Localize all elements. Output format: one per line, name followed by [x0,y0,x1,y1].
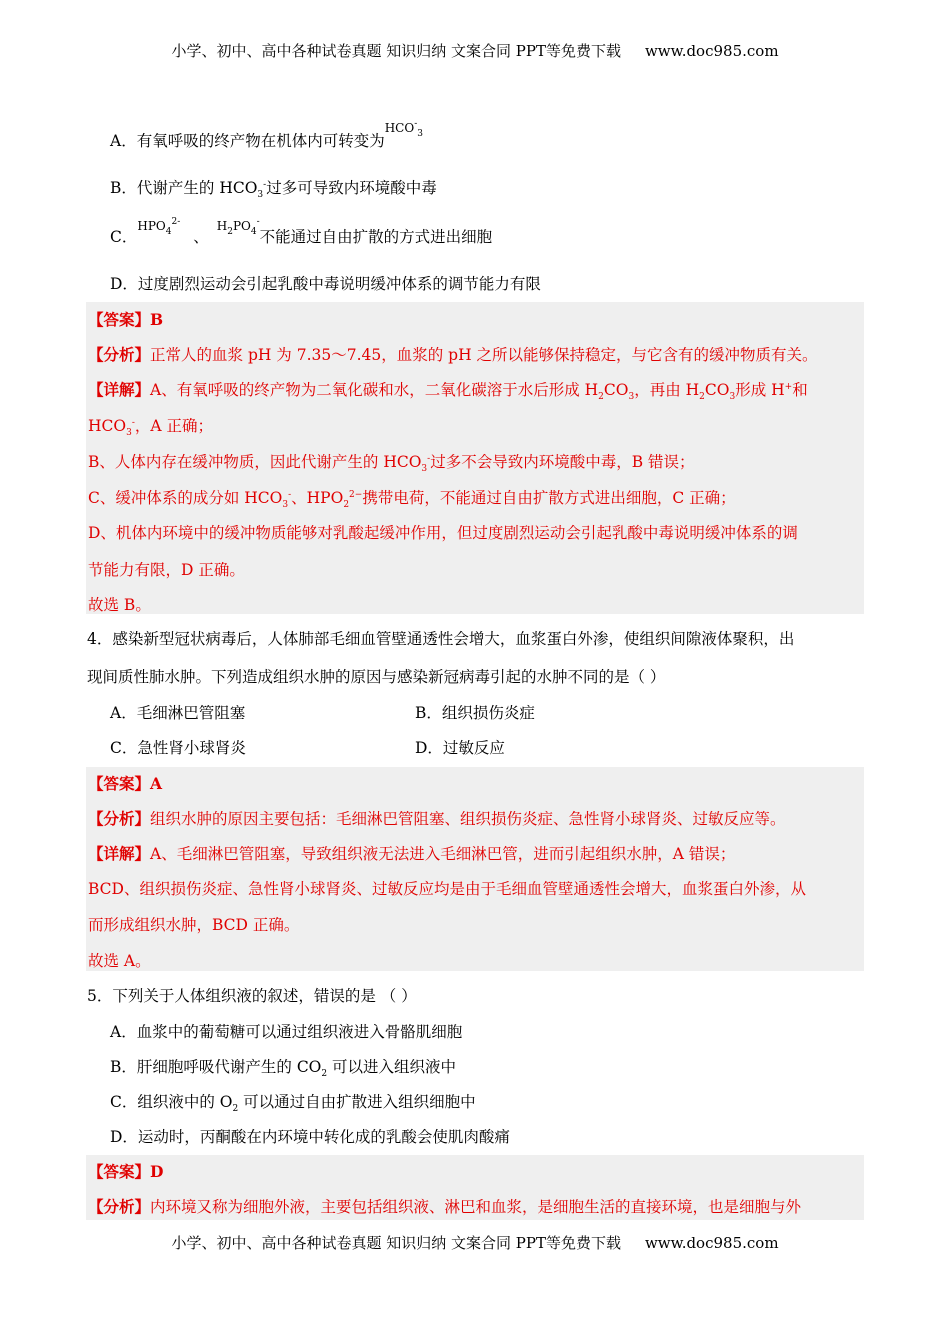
q4-detail-line-3: 而形成组织水肿，BCD 正确。 [88,916,300,934]
q4-option-c: C．急性肾小球肾炎 [110,739,246,757]
q5-answer: 【答案】D [88,1162,164,1181]
q3-option-c-hpo4: $HPO_4^{2-}$ [137,216,181,238]
footer-text: 小学、初中、高中各种试卷真题 知识归纳 文案合同 PPT等免费下载 [171,1234,621,1252]
q3-option-c-h2po4: $H_2PO_4^-$ [216,216,260,238]
q4-detail-line-2: BCD、组织损伤炎症、急性肾小球肾炎、过敏反应均是由于毛细血管壁通透性会增大，血浆蛋白外渗，从 [88,880,806,898]
q4-stem-line-1: 4．感染新型冠状病毒后，人体肺部毛细血管壁通透性会增大，血浆蛋白外渗，使组织间隙液体聚积，出 [87,630,795,648]
q3-conclusion: 故选 B。 [88,596,151,614]
q3-option-b: B．代谢产生的 $HCO_3^-$过多可导致内环境酸中毒 [110,179,437,201]
q5-option-b: B．肝细胞呼吸代谢产生的 $CO_2$ 可以进入组织液中 [110,1058,457,1080]
q4-conclusion: 故选 A。 [88,952,151,970]
q3-detail-line-3: B、人体内存在缓冲物质，因此代谢产生的 $HCO_3^-$过多不会导致内环境酸中毒，B 错误； [88,453,695,475]
q5-stem: 5．下列关于人体组织液的叙述，错误的是 （ ） [87,987,417,1005]
q4-answer-box [86,767,864,971]
q3-analysis: 【分析】正常人的血浆 pH 为 7.35～7.45，血浆的 pH 之所以能够保持稳定，与它含有的缓冲物质有关。 [88,345,818,364]
q5-option-d: D．运动时，丙酮酸在内环境中转化成的乳酸会使肌肉酸痛 [110,1128,510,1146]
header-site[interactable]: www.doc985.com [644,42,779,60]
q4-answer: 【答案】A [88,774,163,793]
header-text: 小学、初中、高中各种试卷真题 知识归纳 文案合同 PPT等免费下载 [171,42,621,60]
q3-detail-line-1: 【详解】A、有氧呼吸的终产物为二氧化碳和水，二氧化碳溶于水后形成 $H_2CO_3$，再由 $H_2CO_3$形成 H+和 [88,380,808,403]
q5-option-c: C．组织液中的 $O_2$ 可以通过自由扩散进入组织细胞中 [110,1093,476,1115]
q4-option-b: B．组织损伤炎症 [415,704,535,722]
q4-detail-line-1: 【详解】A、毛细淋巴管阻塞，导致组织液无法进入毛细淋巴管，进而引起组织水肿，A 错误； [88,844,736,863]
q3-option-a: A．有氧呼吸的终产物在机体内可转变为$HCO^-_3$ [110,130,423,153]
q5-option-a: A．血浆中的葡萄糖可以通过组织液进入骨骼肌细胞 [110,1023,463,1041]
footer-site[interactable]: www.doc985.com [644,1234,779,1252]
page-footer [0,1232,950,1253]
q3-answer: 【答案】B [88,310,164,329]
q3-detail-line-4: C、缓冲体系的成分如 $HCO_3^-$、$HPO_2^{2-}$携带电荷，不能通过自由扩散方式进出细胞，C 正确； [88,489,736,511]
q4-analysis: 【分析】组织水肿的原因主要包括：毛细淋巴管阻塞、组织损伤炎症、急性肾小球肾炎、过敏反应等。 [88,809,786,828]
q3-option-a-formula: $HCO^-_3$ [384,118,423,140]
page-header [0,40,950,61]
q5-analysis: 【分析】内环境又称为细胞外液，主要包括组织液、淋巴和血浆，是细胞生活的直接环境，也是细胞与外 [88,1197,802,1216]
q3-detail-line-6: 节能力有限，D 正确。 [88,561,245,579]
q4-stem-line-2: 现间质性肺水肿。下列造成组织水肿的原因与感染新冠病毒引起的水肿不同的是（ ） [87,668,666,686]
q3-detail-line-2: $HCO_3^-$，A 正确； [88,417,213,439]
q3-option-d: D．过度剧烈运动会引起乳酸中毒说明缓冲体系的调节能力有限 [110,275,541,293]
q4-option-d: D．过敏反应 [415,739,505,757]
q3-detail-line-5: D、机体内环境中的缓冲物质能够对乳酸起缓冲作用，但过度剧烈运动会引起乳酸中毒说明缓冲体系的调 [88,524,798,542]
q3-option-c: C．$HPO_4^{2-}$ 、$H_2PO_4^-$不能通过自由扩散的方式进出细胞 [110,226,492,249]
q4-option-a: A．毛细淋巴管阻塞 [110,704,246,722]
